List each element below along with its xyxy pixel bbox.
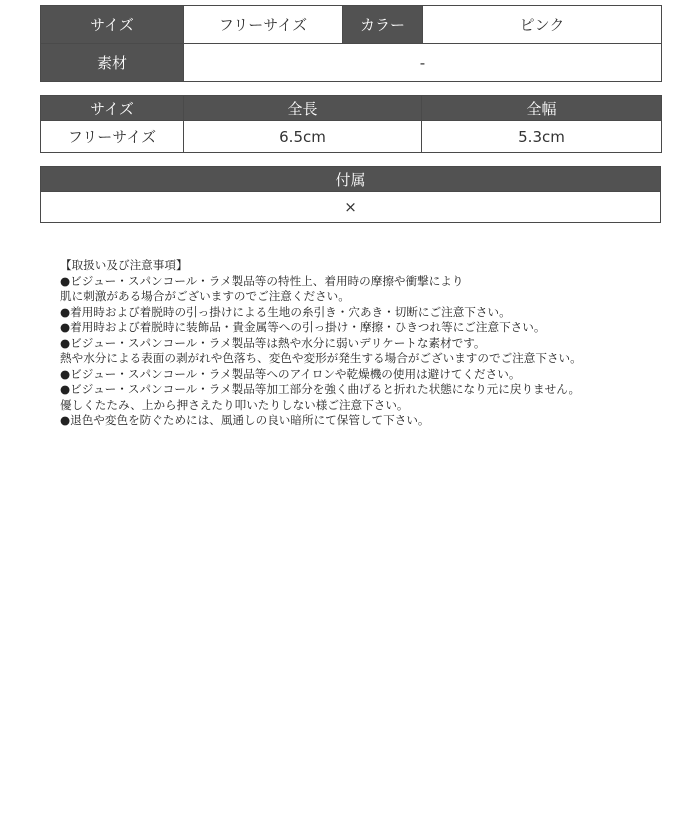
size-table bbox=[40, 95, 662, 153]
material-label: 素材 bbox=[41, 44, 184, 82]
length-cell: 6.5cm bbox=[184, 121, 422, 153]
table-row bbox=[41, 6, 662, 44]
care-note-line: ●ビジュー・スパンコール・ラメ製品等へのアイロンや乾燥機の使用は避けてください。 bbox=[60, 366, 521, 381]
care-note-line: 肌に刺激がある場合がございますのでご注意ください。 bbox=[60, 289, 350, 303]
care-notes bbox=[60, 258, 680, 429]
care-note-line: 優しくたたみ、上から押さえたり叩いたりしない様ご注意下さい。 bbox=[60, 397, 409, 412]
size-label: サイズ bbox=[41, 6, 184, 44]
table-header-row bbox=[41, 167, 661, 192]
color-value: ピンク bbox=[423, 6, 662, 44]
size-value: フリーサイズ bbox=[184, 6, 343, 44]
color-label: カラー bbox=[343, 6, 423, 44]
column-header-size: サイズ bbox=[41, 96, 184, 121]
accessories-table bbox=[40, 166, 661, 223]
size-cell: フリーサイズ bbox=[41, 121, 184, 153]
table-row bbox=[41, 121, 662, 153]
care-note-line: ●ビジュー・スパンコール・ラメ製品等の特性上、着用時の摩擦や衝撃により bbox=[60, 273, 464, 288]
column-header-length: 全長 bbox=[184, 96, 422, 121]
care-note-line: ●着用時および着脱時の引っ掛けによる生地の糸引き・穴あき・切断にご注意下さい。 bbox=[60, 304, 511, 319]
care-note-line: ●ビジュー・スパンコール・ラメ製品等加工部分を強く曲げると折れた状態になり元に戻りません。 bbox=[60, 382, 581, 396]
column-header-width: 全幅 bbox=[422, 96, 662, 121]
product-info-table bbox=[40, 5, 662, 82]
care-note-line: ●退色や変色を防ぐためには、風通しの良い暗所にて保管して下さい。 bbox=[60, 413, 430, 427]
table-row bbox=[41, 192, 661, 223]
table-header-row bbox=[41, 96, 662, 121]
material-value: - bbox=[184, 44, 662, 82]
table-row bbox=[41, 44, 662, 82]
care-notes-title: 【取扱い及び注意事項】 bbox=[60, 258, 188, 272]
accessories-header: 付属 bbox=[41, 167, 661, 192]
width-cell: 5.3cm bbox=[422, 121, 662, 153]
accessories-value: × bbox=[41, 192, 661, 223]
care-note-line: ●着用時および着脱時に装飾品・貴金属等への引っ掛け・摩擦・ひきつれ等にご注意下さい。 bbox=[60, 320, 546, 334]
care-note-line: ●ビジュー・スパンコール・ラメ製品等は熱や水分に弱いデリケートな素材です。 bbox=[60, 335, 486, 350]
care-note-line: 熱や水分による表面の剥がれや色落ち、変色や変形が発生する場合がございますのでご注意下さい。 bbox=[60, 351, 582, 365]
